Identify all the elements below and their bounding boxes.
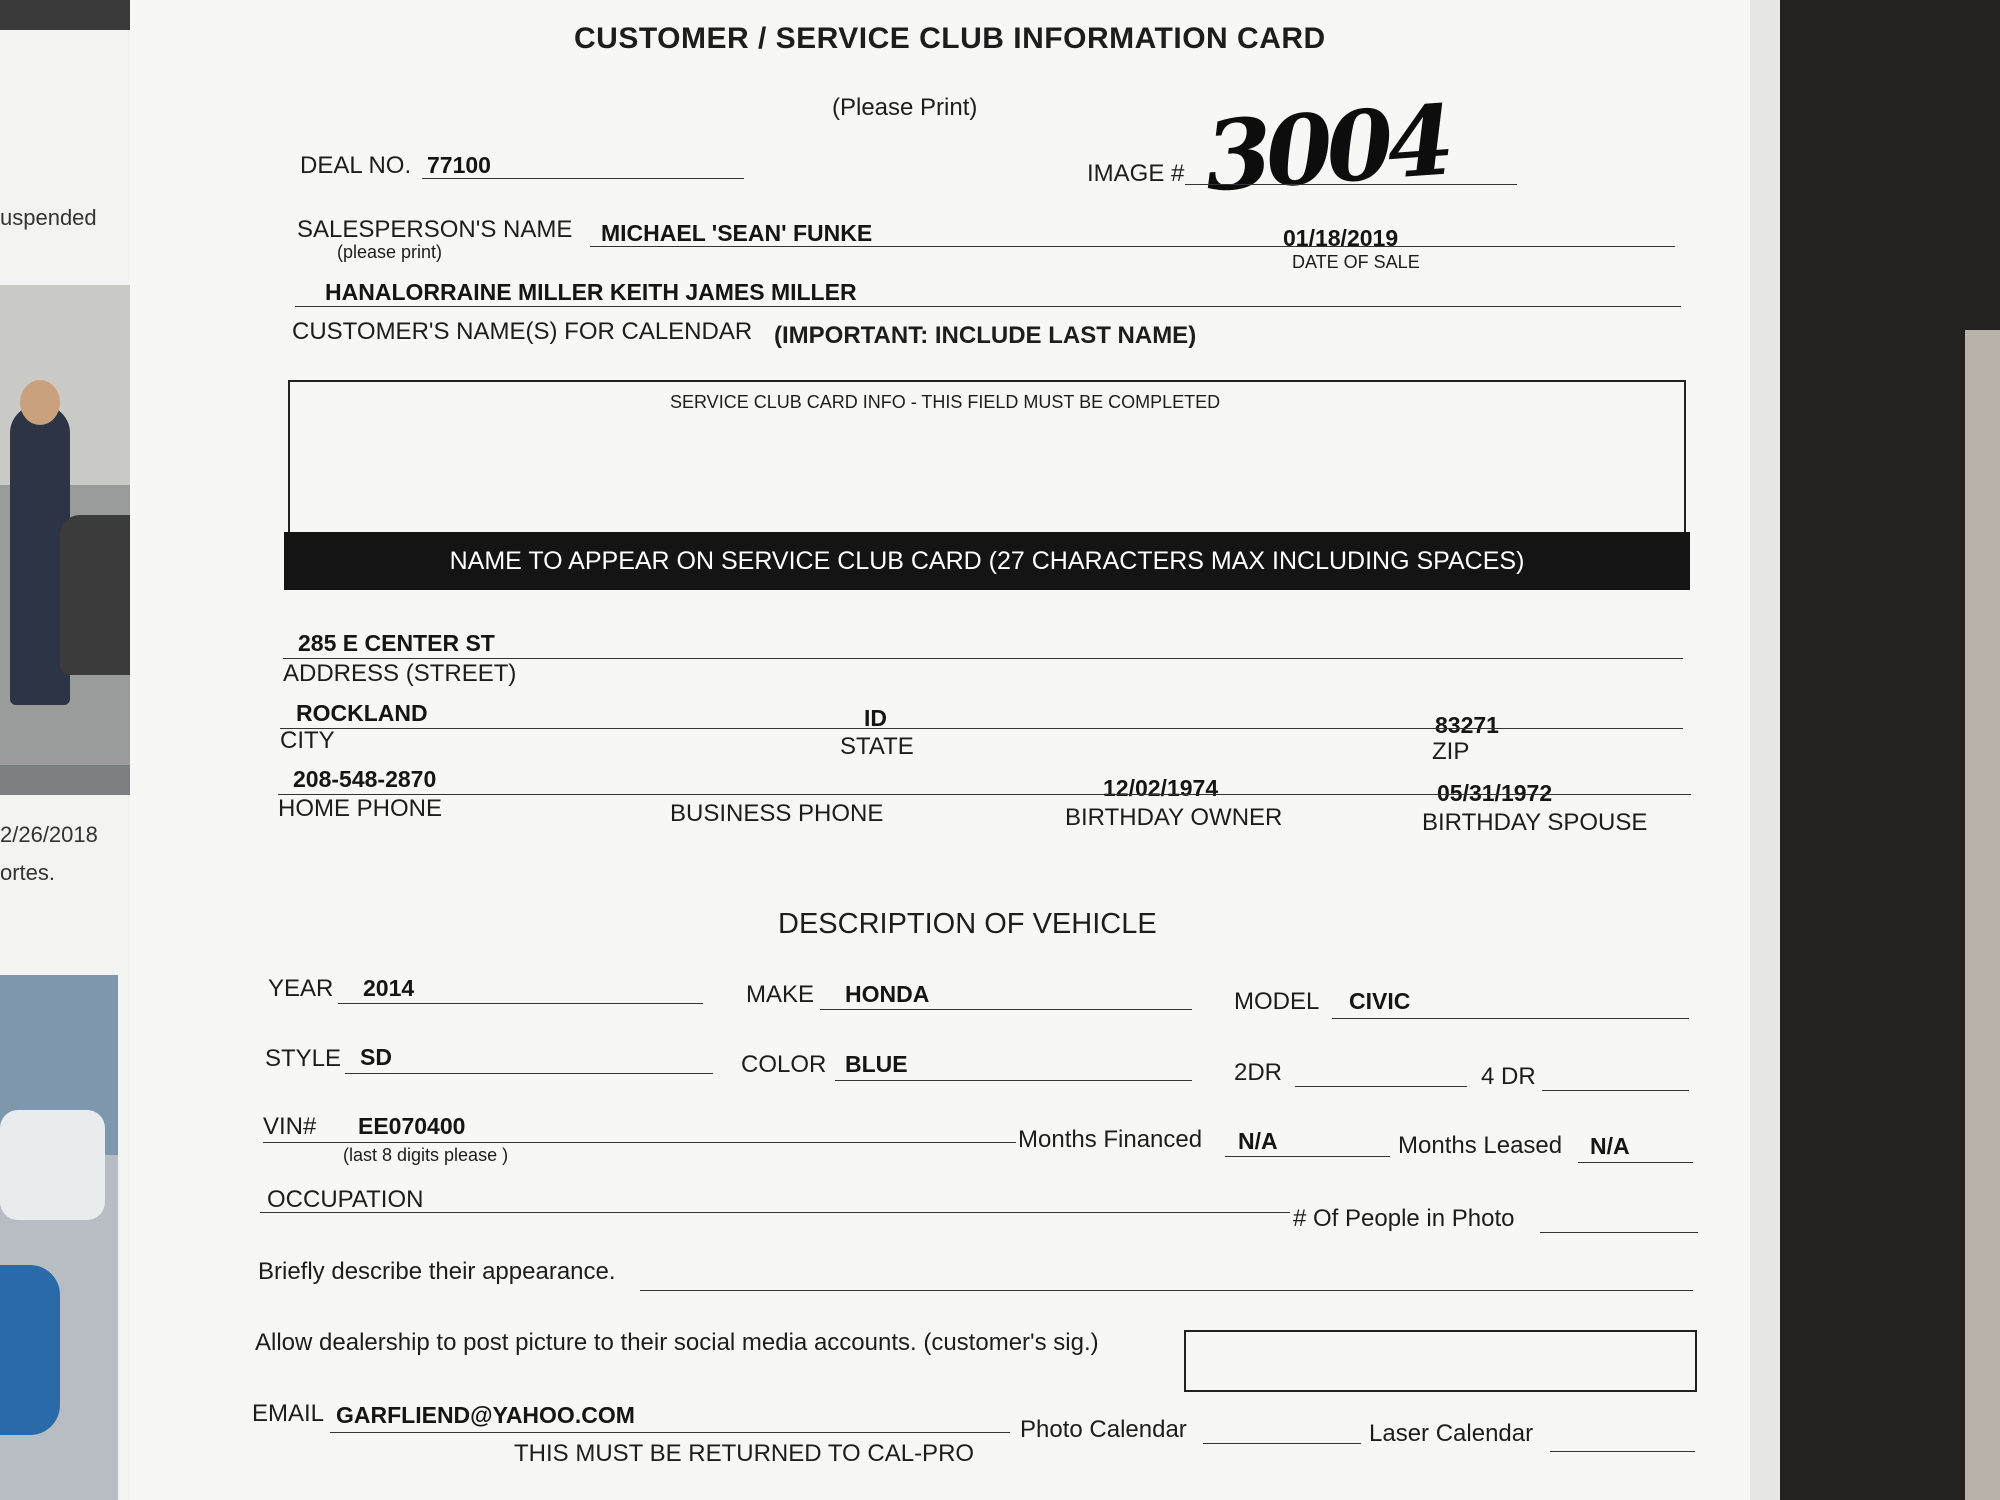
birthday-owner-label: BIRTHDAY OWNER (1065, 804, 1283, 831)
business-phone-label: BUSINESS PHONE (670, 800, 884, 827)
four-door-label: 4 DR (1481, 1063, 1536, 1090)
model-line (1332, 1018, 1689, 1019)
date-of-sale-value: 01/18/2019 (1283, 225, 1399, 251)
salesperson-sub-label: (please print) (337, 242, 443, 262)
salesperson-line (590, 246, 1675, 247)
service-club-info-label: SERVICE CLUB CARD INFO - THIS FIELD MUST BE COMPLETED (670, 392, 1221, 412)
vin-sub-label: (last 8 digits please ) (343, 1145, 509, 1165)
desk-edge (1965, 330, 2000, 1500)
color-label: COLOR (741, 1051, 827, 1078)
color-value: BLUE (845, 1051, 908, 1077)
customer-names-note: (IMPORTANT: INCLUDE LAST NAME) (774, 322, 1197, 349)
consent-label: Allow dealership to post picture to their social media accounts. (customer's sig.) (255, 1329, 1099, 1356)
address-line (283, 658, 1683, 659)
model-label: MODEL (1234, 988, 1320, 1015)
customer-names-line (295, 306, 1681, 307)
customer-names-label: CUSTOMER'S NAME(S) FOR CALENDAR (292, 318, 753, 345)
laser-calendar-label: Laser Calendar (1369, 1420, 1534, 1447)
color-line (835, 1080, 1192, 1081)
months-leased-value: N/A (1590, 1133, 1630, 1159)
home-phone-value: 208-548-2870 (293, 766, 437, 792)
form-title: CUSTOMER / SERVICE CLUB INFORMATION CARD (574, 22, 1326, 55)
state-value: ID (864, 705, 887, 731)
background-text: uspended (0, 205, 97, 230)
months-financed-label: Months Financed (1018, 1126, 1203, 1153)
please-print-note: (Please Print) (832, 94, 978, 121)
zip-label: ZIP (1432, 738, 1470, 765)
background-sheet-shadow (0, 0, 130, 30)
make-label: MAKE (746, 981, 815, 1008)
months-leased-label: Months Leased (1398, 1132, 1563, 1159)
city-value: ROCKLAND (296, 700, 428, 726)
phone-birthday-line (278, 794, 1691, 795)
customer-names-value: HANALORRAINE MILLER KEITH JAMES MILLER (325, 279, 857, 305)
date-of-sale-label: DATE OF SALE (1292, 252, 1420, 272)
vin-label: VIN# (263, 1113, 317, 1140)
vin-line (263, 1142, 1016, 1143)
salesperson-label: SALESPERSON'S NAME (297, 216, 573, 243)
image-number-handwritten: 3004 (1201, 83, 1452, 214)
state-label: STATE (840, 733, 914, 760)
home-phone-label: HOME PHONE (278, 795, 443, 822)
make-line (820, 1009, 1192, 1010)
service-club-name-label: NAME TO APPEAR ON SERVICE CLUB CARD (27 CHARACTERS MAX INCLUDING SPACES) (449, 546, 1525, 575)
background-date: 2/26/2018 (0, 822, 98, 847)
year-line (338, 1003, 703, 1004)
deal-no-line (422, 178, 744, 179)
birthday-spouse-value: 05/31/1972 (1437, 780, 1553, 806)
appearance-label: Briefly describe their appearance. (258, 1258, 616, 1285)
model-value: CIVIC (1349, 988, 1411, 1014)
image-number-label: IMAGE # (1087, 160, 1185, 187)
style-line (345, 1073, 713, 1074)
year-value: 2014 (363, 975, 415, 1001)
background-text: ortes. (0, 860, 56, 885)
birthday-spouse-label: BIRTHDAY SPOUSE (1422, 809, 1648, 836)
months-leased-line (1578, 1162, 1693, 1163)
image-number-line (1185, 184, 1517, 185)
background-photo-cars (0, 975, 118, 1500)
photo-calendar-label: Photo Calendar (1020, 1416, 1187, 1443)
return-note: THIS MUST BE RETURNED TO CAL-PRO (514, 1440, 975, 1467)
two-door-line (1295, 1086, 1467, 1087)
birthday-owner-value: 12/02/1974 (1103, 775, 1219, 801)
photo-calendar-line (1203, 1443, 1361, 1444)
people-in-photo-line (1540, 1232, 1698, 1233)
address-value: 285 E CENTER ST (298, 630, 495, 656)
make-value: HONDA (845, 981, 930, 1007)
style-value: SD (360, 1044, 392, 1070)
service-club-name-bar (284, 532, 1690, 590)
email-value: GARFLIEND@YAHOO.COM (336, 1402, 635, 1428)
four-door-line (1542, 1090, 1689, 1091)
appearance-line (640, 1290, 1693, 1291)
city-state-zip-line (280, 728, 1683, 729)
occupation-label: OCCUPATION (267, 1186, 424, 1213)
people-in-photo-label: # Of People in Photo (1293, 1205, 1515, 1232)
zip-value: 83271 (1435, 712, 1499, 738)
email-label: EMAIL (252, 1400, 325, 1427)
months-financed-line (1225, 1156, 1390, 1157)
laser-calendar-line (1550, 1451, 1695, 1452)
style-label: STYLE (265, 1045, 342, 1072)
email-line (330, 1432, 1010, 1433)
year-label: YEAR (268, 975, 334, 1002)
deal-no-label: DEAL NO. (300, 152, 412, 179)
customer-signature-box (1184, 1330, 1697, 1392)
vehicle-heading: DESCRIPTION OF VEHICLE (778, 908, 1157, 940)
address-label: ADDRESS (STREET) (283, 660, 517, 687)
city-label: CITY (280, 727, 335, 754)
vin-value: EE070400 (358, 1113, 466, 1139)
salesperson-value: MICHAEL 'SEAN' FUNKE (601, 220, 873, 246)
deal-no-value: 77100 (427, 152, 491, 178)
two-door-label: 2DR (1234, 1059, 1283, 1086)
occupation-line (260, 1212, 1290, 1213)
months-financed-value: N/A (1238, 1128, 1278, 1154)
